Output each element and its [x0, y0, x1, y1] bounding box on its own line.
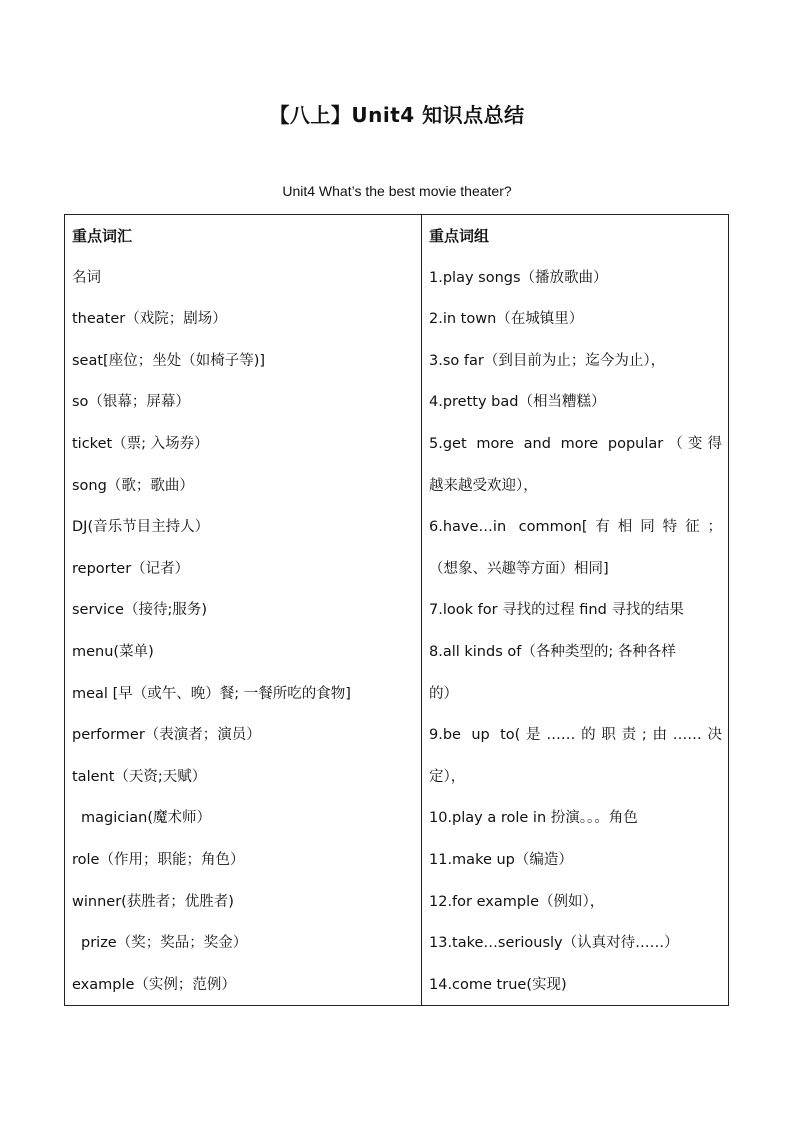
word-row: service（接待;服务) — [72, 602, 207, 619]
word-row: song（歌；歌曲） — [72, 477, 194, 494]
word-row: DJ(音乐节目主持人） — [72, 519, 210, 536]
phrase-row: 11.make up（编造） — [429, 851, 573, 868]
phrase-row: 14.come true(实现) — [429, 976, 567, 993]
phrase-row: 越来越受欢迎）， — [429, 477, 538, 494]
phrase-row: 定）， — [429, 768, 466, 785]
word-row: so（银幕；屏幕） — [72, 394, 190, 411]
phrase-row: 8.all kinds of（各种类型的; 各种各样 — [429, 643, 676, 660]
phrase-row: 4.pretty bad（相当糟糕） — [429, 394, 606, 411]
word-row: seat[座位；坐处（如椅子等)] — [72, 352, 266, 369]
word-row: role（作用；职能；角色） — [72, 851, 245, 868]
key-phrases-header: 重点词组 — [429, 227, 490, 245]
phrase-row: 3.so far（到目前为止；迄今为止）， — [429, 352, 666, 369]
phrase-row: 5.get more and more popular（变得 — [429, 435, 722, 452]
phrase-row: 的） — [429, 685, 458, 702]
word-row: winner(获胜者；优胜者) — [72, 893, 234, 910]
key-words-header: 重点词汇 — [72, 227, 133, 245]
key-words-column — [65, 215, 422, 1005]
word-row: menu(菜单) — [72, 643, 154, 660]
phrase-row: 13.take…seriously（认真对待……） — [429, 935, 679, 952]
phrase-row: 1.play songs（播放歌曲） — [429, 269, 608, 286]
phrase-row: 10.play a role in 扮演。。。角色 — [429, 810, 638, 827]
word-row: talent（天资;天赋） — [72, 768, 207, 785]
word-row: reporter（记者） — [72, 560, 190, 577]
phrase-row: 7.look for 寻找的过程 find 寻找的结果 — [429, 602, 684, 619]
vocabulary-table — [64, 214, 729, 1006]
key-phrases-column — [422, 215, 728, 1005]
page-title: 【八上】Unit4 知识点总结 — [269, 103, 525, 127]
word-row: example（实例；范例） — [72, 976, 236, 993]
word-row: prize（奖；奖品；奖金） — [81, 935, 248, 952]
word-row: theater（戏院；剧场） — [72, 311, 227, 328]
phrase-row: 2.in town（在城镇里） — [429, 311, 584, 328]
word-row: 名词 — [72, 269, 101, 286]
word-row: magician(魔术师） — [81, 810, 211, 827]
phrase-row: 9.be up to(是……的职责;由……决 — [429, 727, 722, 744]
page-subtitle: Unit4 What’s the best movie theater? — [282, 183, 512, 199]
phrase-row: （想象、兴趣等方面）相同] — [429, 560, 609, 577]
word-row: ticket（票; 入场券） — [72, 435, 209, 452]
word-row: performer（表演者；演员） — [72, 727, 261, 744]
phrase-row: 6.have…in common[有相同特征； — [429, 519, 722, 536]
phrase-row: 12.for example（例如）， — [429, 893, 605, 910]
word-row: meal [早（或午、晚）餐; 一餐所吃的食物] — [72, 685, 351, 702]
